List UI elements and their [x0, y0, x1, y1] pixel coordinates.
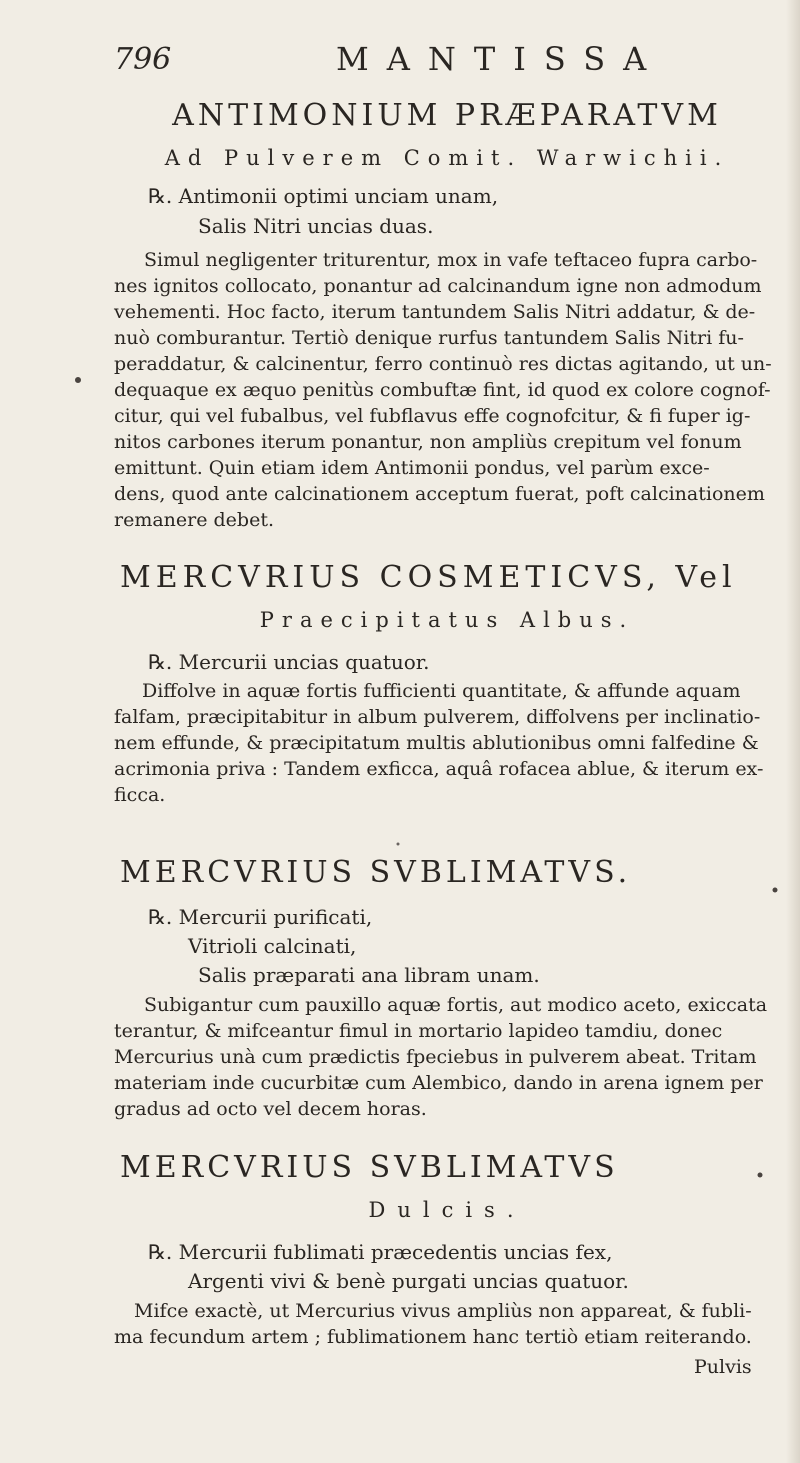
- text-line: nuò comburantur. Tertiò denique rurfus tantundem Salis Nitri fu-: [114, 327, 744, 349]
- section-subtitle: Ad Pulverem Comit. Warwichii.: [164, 146, 730, 170]
- text-line: emittunt. Quin etiam idem Antimonii pondus, vel parùm exce-: [114, 457, 710, 479]
- recipe-line: Salis præparati ana libram unam.: [198, 963, 540, 987]
- text-line: acrimonia priva : Tandem exficca, aquâ rofacea ablue, & iterum ex-: [114, 758, 764, 780]
- recipe-line: ℞. Mercurii purificati,: [148, 905, 373, 929]
- running-title: MANTISSA: [336, 40, 665, 78]
- ink-fleck: [397, 843, 400, 846]
- page-number: 796: [114, 42, 172, 77]
- text-line: dens, quod ante calcinationem acceptum fuerat, poft calcinationem: [114, 483, 765, 505]
- text-line: peraddatur, & calcinentur, ferro continuò res dictas agitando, ut un-: [114, 353, 772, 375]
- ink-fleck: [773, 888, 778, 893]
- ink-fleck: [75, 377, 81, 383]
- text-line: Mercurius unà cum prædictis fpeciebus in pulverem abeat. Tritam: [114, 1046, 757, 1068]
- text-line: vehementi. Hoc facto, iterum tantundem Salis Nitri addatur, & de-: [114, 301, 756, 323]
- recipe-line: Vitrioli calcinati,: [188, 934, 357, 958]
- text-line: gradus ad octo vel decem horas.: [114, 1098, 427, 1120]
- text-line: terantur, & mifceantur fimul in mortario lapideo tamdiu, donec: [114, 1020, 723, 1042]
- text-line: ficca.: [114, 784, 166, 806]
- text-line: ma fecundum artem ; fublimationem hanc tertiò etiam reiterando.: [114, 1326, 752, 1348]
- recipe-line: Argenti vivi & benè purgati uncias quatuor.: [188, 1269, 629, 1293]
- text-line: nitos carbones iterum ponantur, non ampliùs crepitum vel fonum: [114, 431, 742, 453]
- section-subtitle: Dulcis.: [368, 1198, 526, 1222]
- text-line: Simul negligenter triturentur, mox in vafe teftaceo fupra carbo-: [144, 249, 758, 271]
- section-title: MERCVRIUS SVBLIMATVS.: [120, 855, 632, 890]
- recipe-line: ℞. Mercurii uncias quatuor.: [148, 650, 430, 674]
- text-line: materiam inde cucurbitæ cum Alembico, dando in arena ignem per: [114, 1072, 763, 1094]
- text-line: nem effunde, & præcipitatum multis ablutionibus omni falfedine &: [114, 732, 759, 754]
- recipe-line: ℞. Mercurii fublimati præcedentis uncias fex,: [148, 1240, 613, 1264]
- text-line: dequaque ex æquo penitùs combuftæ fint, id quod ex colore cognof-: [114, 379, 771, 401]
- section-title: ANTIMONIUM PRÆPARATVM: [172, 98, 722, 133]
- text-line: remanere debet.: [114, 509, 275, 531]
- text-line: falfam, præcipitabitur in album pulverem, diffolvens per inclinatio-: [114, 706, 761, 728]
- text-line: Diffolve in aquæ fortis fufficienti quantitate, & affunde aquam: [142, 680, 741, 702]
- text-line: Subigantur cum pauxillo aquæ fortis, aut modico aceto, exiccata: [144, 994, 768, 1016]
- section-subtitle: Praecipitatus Albus.: [259, 608, 635, 632]
- ink-fleck: [758, 1173, 763, 1178]
- text-line: Mifce exactè, ut Mercurius vivus ampliùs non appareat, & fubli-: [134, 1300, 752, 1322]
- section-title: MERCVRIUS COSMETICVS, Vel: [120, 560, 737, 595]
- catchword: Pulvis: [694, 1356, 752, 1378]
- section-title: MERCVRIUS SVBLIMATVS: [120, 1150, 619, 1185]
- recipe-line: ℞. Antimonii optimi unciam unam,: [148, 184, 499, 208]
- text-line: nes ignitos collocato, ponantur ad calcinandum igne non admodum: [114, 275, 762, 297]
- recipe-line: Salis Nitri uncias duas.: [198, 214, 434, 238]
- text-line: citur, qui vel fubalbus, vel fubflavus effe cognofcitur, & fi fuper ig-: [114, 405, 751, 427]
